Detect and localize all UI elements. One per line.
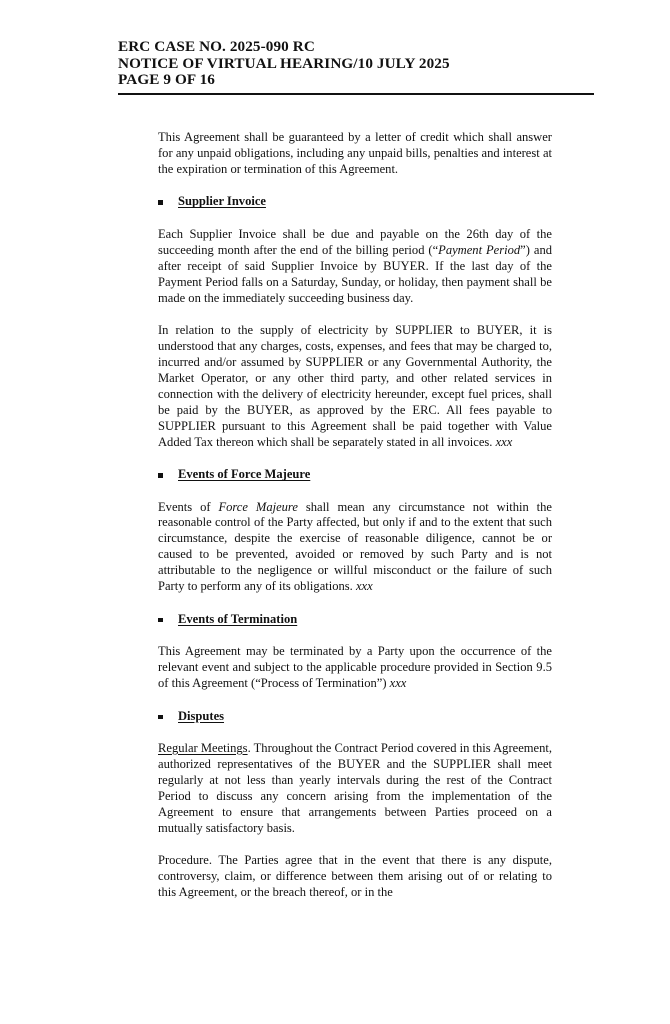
bullet-icon xyxy=(158,200,163,205)
text-run: ”) and after receipt of said Supplier Invoice by BUYER. If the last day of the Payment Period falls on a Saturday, Sunday, or holiday, then payment shall be made on the immediately succeeding business day. xyxy=(158,242,552,305)
italic-term: Force Majeure xyxy=(218,499,298,514)
section-heading-disputes xyxy=(158,709,552,725)
document-body xyxy=(158,130,552,918)
heading-label: Disputes xyxy=(178,708,225,723)
section-heading-force-majeure xyxy=(158,467,552,483)
heading-label: Supplier Invoice xyxy=(178,194,266,209)
omission-mark: xxx xyxy=(495,434,513,449)
italic-term: Payment Period xyxy=(438,242,521,257)
section-heading-supplier-invoice xyxy=(158,194,552,210)
text-run: Events of xyxy=(158,499,219,514)
heading-label: Events of Termination xyxy=(178,611,298,626)
case-number: ERC CASE NO. 2025-090 RC xyxy=(118,38,315,55)
omission-mark: xxx xyxy=(355,579,373,594)
paragraph-regular-meetings xyxy=(158,741,552,837)
text-run: This Agreement may be terminated by a Party upon the occurrence of the relevant event and subject to the applicable procedure provided in Section 9.5 of this Agreement (“Process of Termination”) xyxy=(158,644,552,690)
page-number: PAGE 9 OF 16 xyxy=(118,71,215,88)
omission-mark: xxx xyxy=(389,676,407,690)
text-run: In relation to the supply of electricity by SUPPLIER to BUYER, it is understood that any charges, costs, expenses, and fees that may be charged to, incurred and/or assumed by SUPPLIER or any Governmental Authority, the Market Operator, or any other third party, and other related services in connection with the delivery of electricity hereunder, except fuel prices, shall be paid by the BUYER, as approved by the ERC. All fees payable to SUPPLIER pursuant to this Agreement shall be paid together with Value Added Tax thereon which shall be separately stated in all invoices. xyxy=(158,323,552,449)
paragraph-termination xyxy=(158,644,552,692)
document-header xyxy=(118,39,594,89)
paragraph-procedure: Procedure. The Parties agree that in the event that there is any dispute, controversy, claim, or difference between them arising out of or relating to this Agreement, or the breach thereof, or in the xyxy=(158,853,552,900)
bullet-icon xyxy=(158,473,163,478)
text-run: . Throughout the Contract Period covered in this Agreement, authorized representatives of the BUYER and the SUPPLIER shall meet regularly at not less than yearly intervals during the rest of the Contract Period to discuss any concern arising from the implementation of the Agreement to ensure that arrangements between Parties proceed on a mutually satisfactory basis. xyxy=(158,740,552,835)
paragraph-supplier-invoice xyxy=(158,227,552,307)
heading-label: Events of Force Majeure xyxy=(178,467,311,482)
underlined-term: Regular Meetings xyxy=(158,740,248,755)
text-run: shall mean any circumstance not within the reasonable control of the Party affected, but only if and to the extent that such circumstance, despite the exercise of reasonable diligence, cannot be or caused to be prevented, avoided or removed by such Party and is not attributable to the negligence or willful misconduct or the failure of such Party to perform any of its obligations. xyxy=(158,499,552,594)
paragraph-force-majeure xyxy=(158,500,552,596)
paragraph-charges xyxy=(158,323,552,451)
notice-title: NOTICE OF VIRTUAL HEARING/10 JULY 2025 xyxy=(118,54,450,72)
paragraph-guarantee: This Agreement shall be guaranteed by a letter of credit which shall answer for any unpaid obligations, including any unpaid bills, penalties and interest at the expiration or termination of this Agreement. xyxy=(158,130,552,176)
section-heading-termination xyxy=(158,612,552,628)
bullet-icon xyxy=(158,715,163,720)
header-divider xyxy=(118,93,594,95)
bullet-icon xyxy=(158,618,163,623)
text-run: Each Supplier Invoice shall be due and payable on the 26th day of the succeeding month after the end of the billing period (“ xyxy=(158,226,552,257)
